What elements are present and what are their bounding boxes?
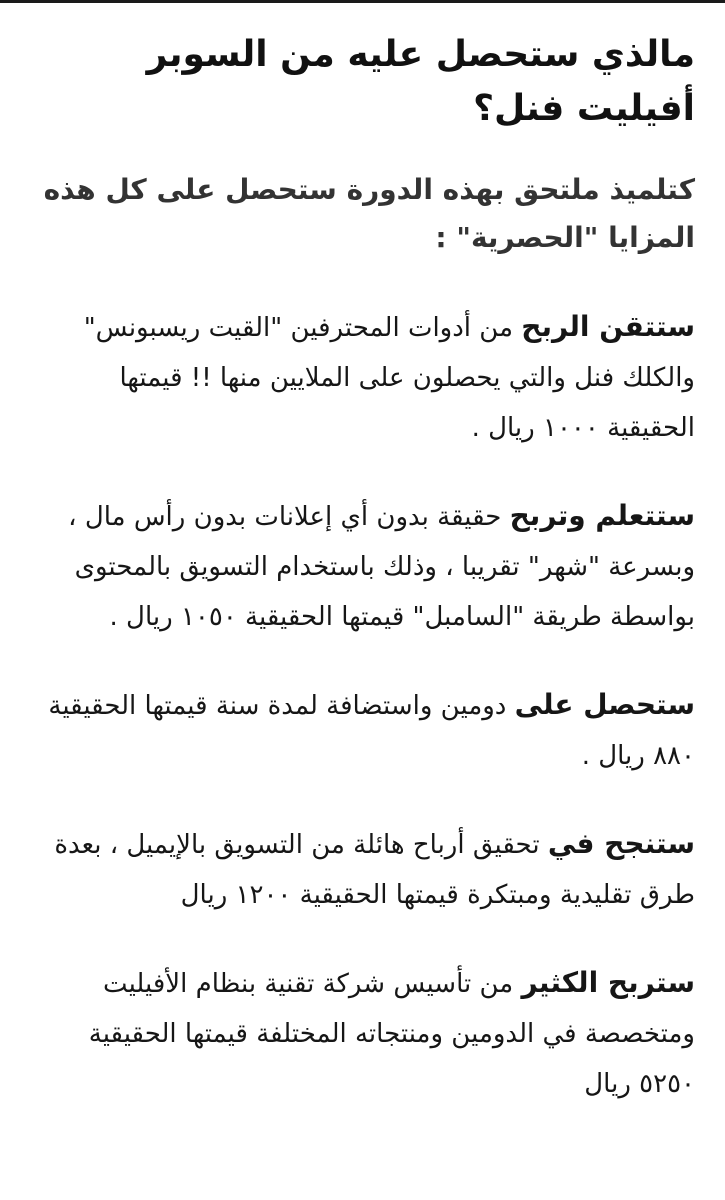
benefit-paragraph-2 <box>30 491 695 642</box>
benefit-text: من أدوات المحترفين "القيت ريسبونس" والكلك فنل والتي يحصلون على الملايين منها !! قيمتها الحقيقية ١٠٠٠ ريال . <box>83 313 695 443</box>
benefit-text: حقيقة بدون أي إعلانات بدون رأس مال ، وبسرعة "شهر" تقريبا ، وذلك باستخدام التسويق بالمحتوى بواسطة طريقة "السامبل" قيمتها الحقيقية ١٠٥٠ ريال . <box>68 502 695 632</box>
benefit-lead: ستنجح في <box>547 827 695 860</box>
benefit-text: من تأسيس شركة تقنية بنظام الأفيليت ومتخصصة في الدومين ومنتجاته المختلفة قيمتها الحقيقية ٥٢٥٠ ريال <box>88 969 695 1099</box>
benefit-paragraph-3 <box>30 680 695 781</box>
intro-text: كتلميذ ملتحق بهذه الدورة ستحصل على كل هذه المزايا "الحصرية" : <box>43 173 695 254</box>
benefit-lead: ستتعلم وتربح <box>509 499 695 532</box>
benefit-text: دومين واستضافة لمدة سنة قيمتها الحقيقية ٨٨٠ ريال . <box>48 691 695 771</box>
benefit-paragraph-5 <box>30 958 695 1109</box>
benefit-lead: ستحصل على <box>514 688 695 721</box>
top-border <box>0 0 725 3</box>
benefit-lead: ستتقن الربح <box>521 310 695 343</box>
benefit-paragraph-4 <box>30 819 695 920</box>
benefit-paragraph-1 <box>30 302 695 453</box>
benefit-text: تحقيق أرباح هائلة من التسويق بالإيميل ، بعدة طرق تقليدية ومبتكرة قيمتها الحقيقية ١٢٠٠ ريال <box>54 830 695 910</box>
content-area <box>30 28 695 1147</box>
benefit-lead: ستربح الكثير <box>521 966 695 999</box>
page-title: مالذي ستحصل عليه من السوبر أفيليت فنل؟ <box>146 34 695 129</box>
